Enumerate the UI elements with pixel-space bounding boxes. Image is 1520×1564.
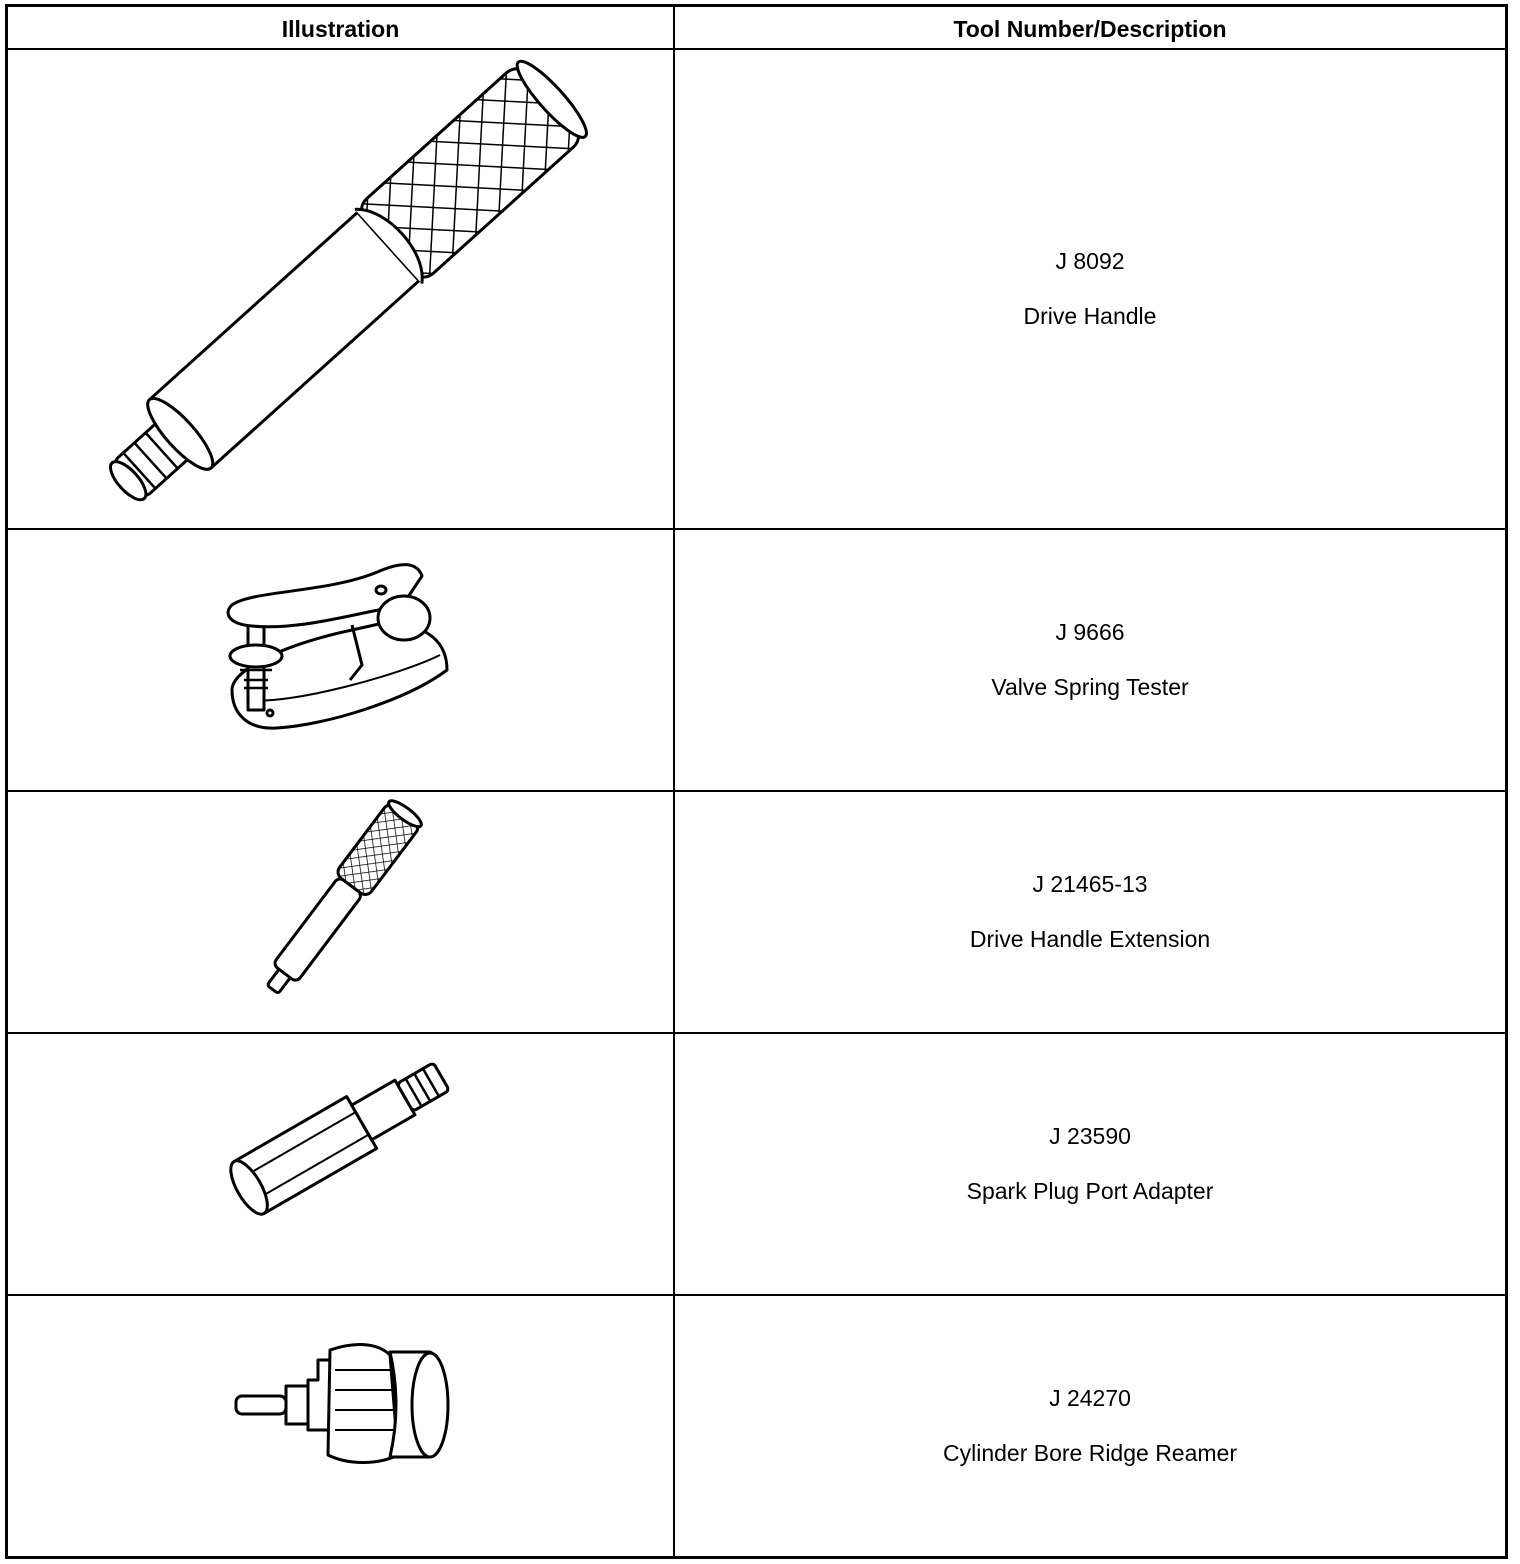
header-tool-number-description: Tool Number/Description xyxy=(953,16,1227,42)
cylinder-bore-ridge-reamer-illustration xyxy=(236,1345,448,1463)
header-illustration: Illustration xyxy=(281,16,400,42)
tool-description: Drive Handle xyxy=(1023,303,1157,329)
drive-handle-extension-illustration xyxy=(257,797,425,1002)
spark-plug-port-adapter-illustration xyxy=(224,1051,457,1220)
drive-handle-illustration xyxy=(87,54,594,524)
tool-description: Spark Plug Port Adapter xyxy=(966,1178,1214,1204)
tool-description: Drive Handle Extension xyxy=(969,926,1211,952)
tool-number: J 8092 xyxy=(1055,248,1125,274)
tool-number: J 21465-13 xyxy=(1032,871,1148,897)
tool-description: Cylinder Bore Ridge Reamer xyxy=(942,1440,1237,1466)
tool-number: J 24270 xyxy=(1049,1385,1131,1411)
tool-number: J 9666 xyxy=(1055,619,1125,645)
tool-number: J 23590 xyxy=(1049,1123,1131,1149)
tool-description: Valve Spring Tester xyxy=(991,674,1189,700)
valve-spring-tester-illustration xyxy=(228,565,447,729)
